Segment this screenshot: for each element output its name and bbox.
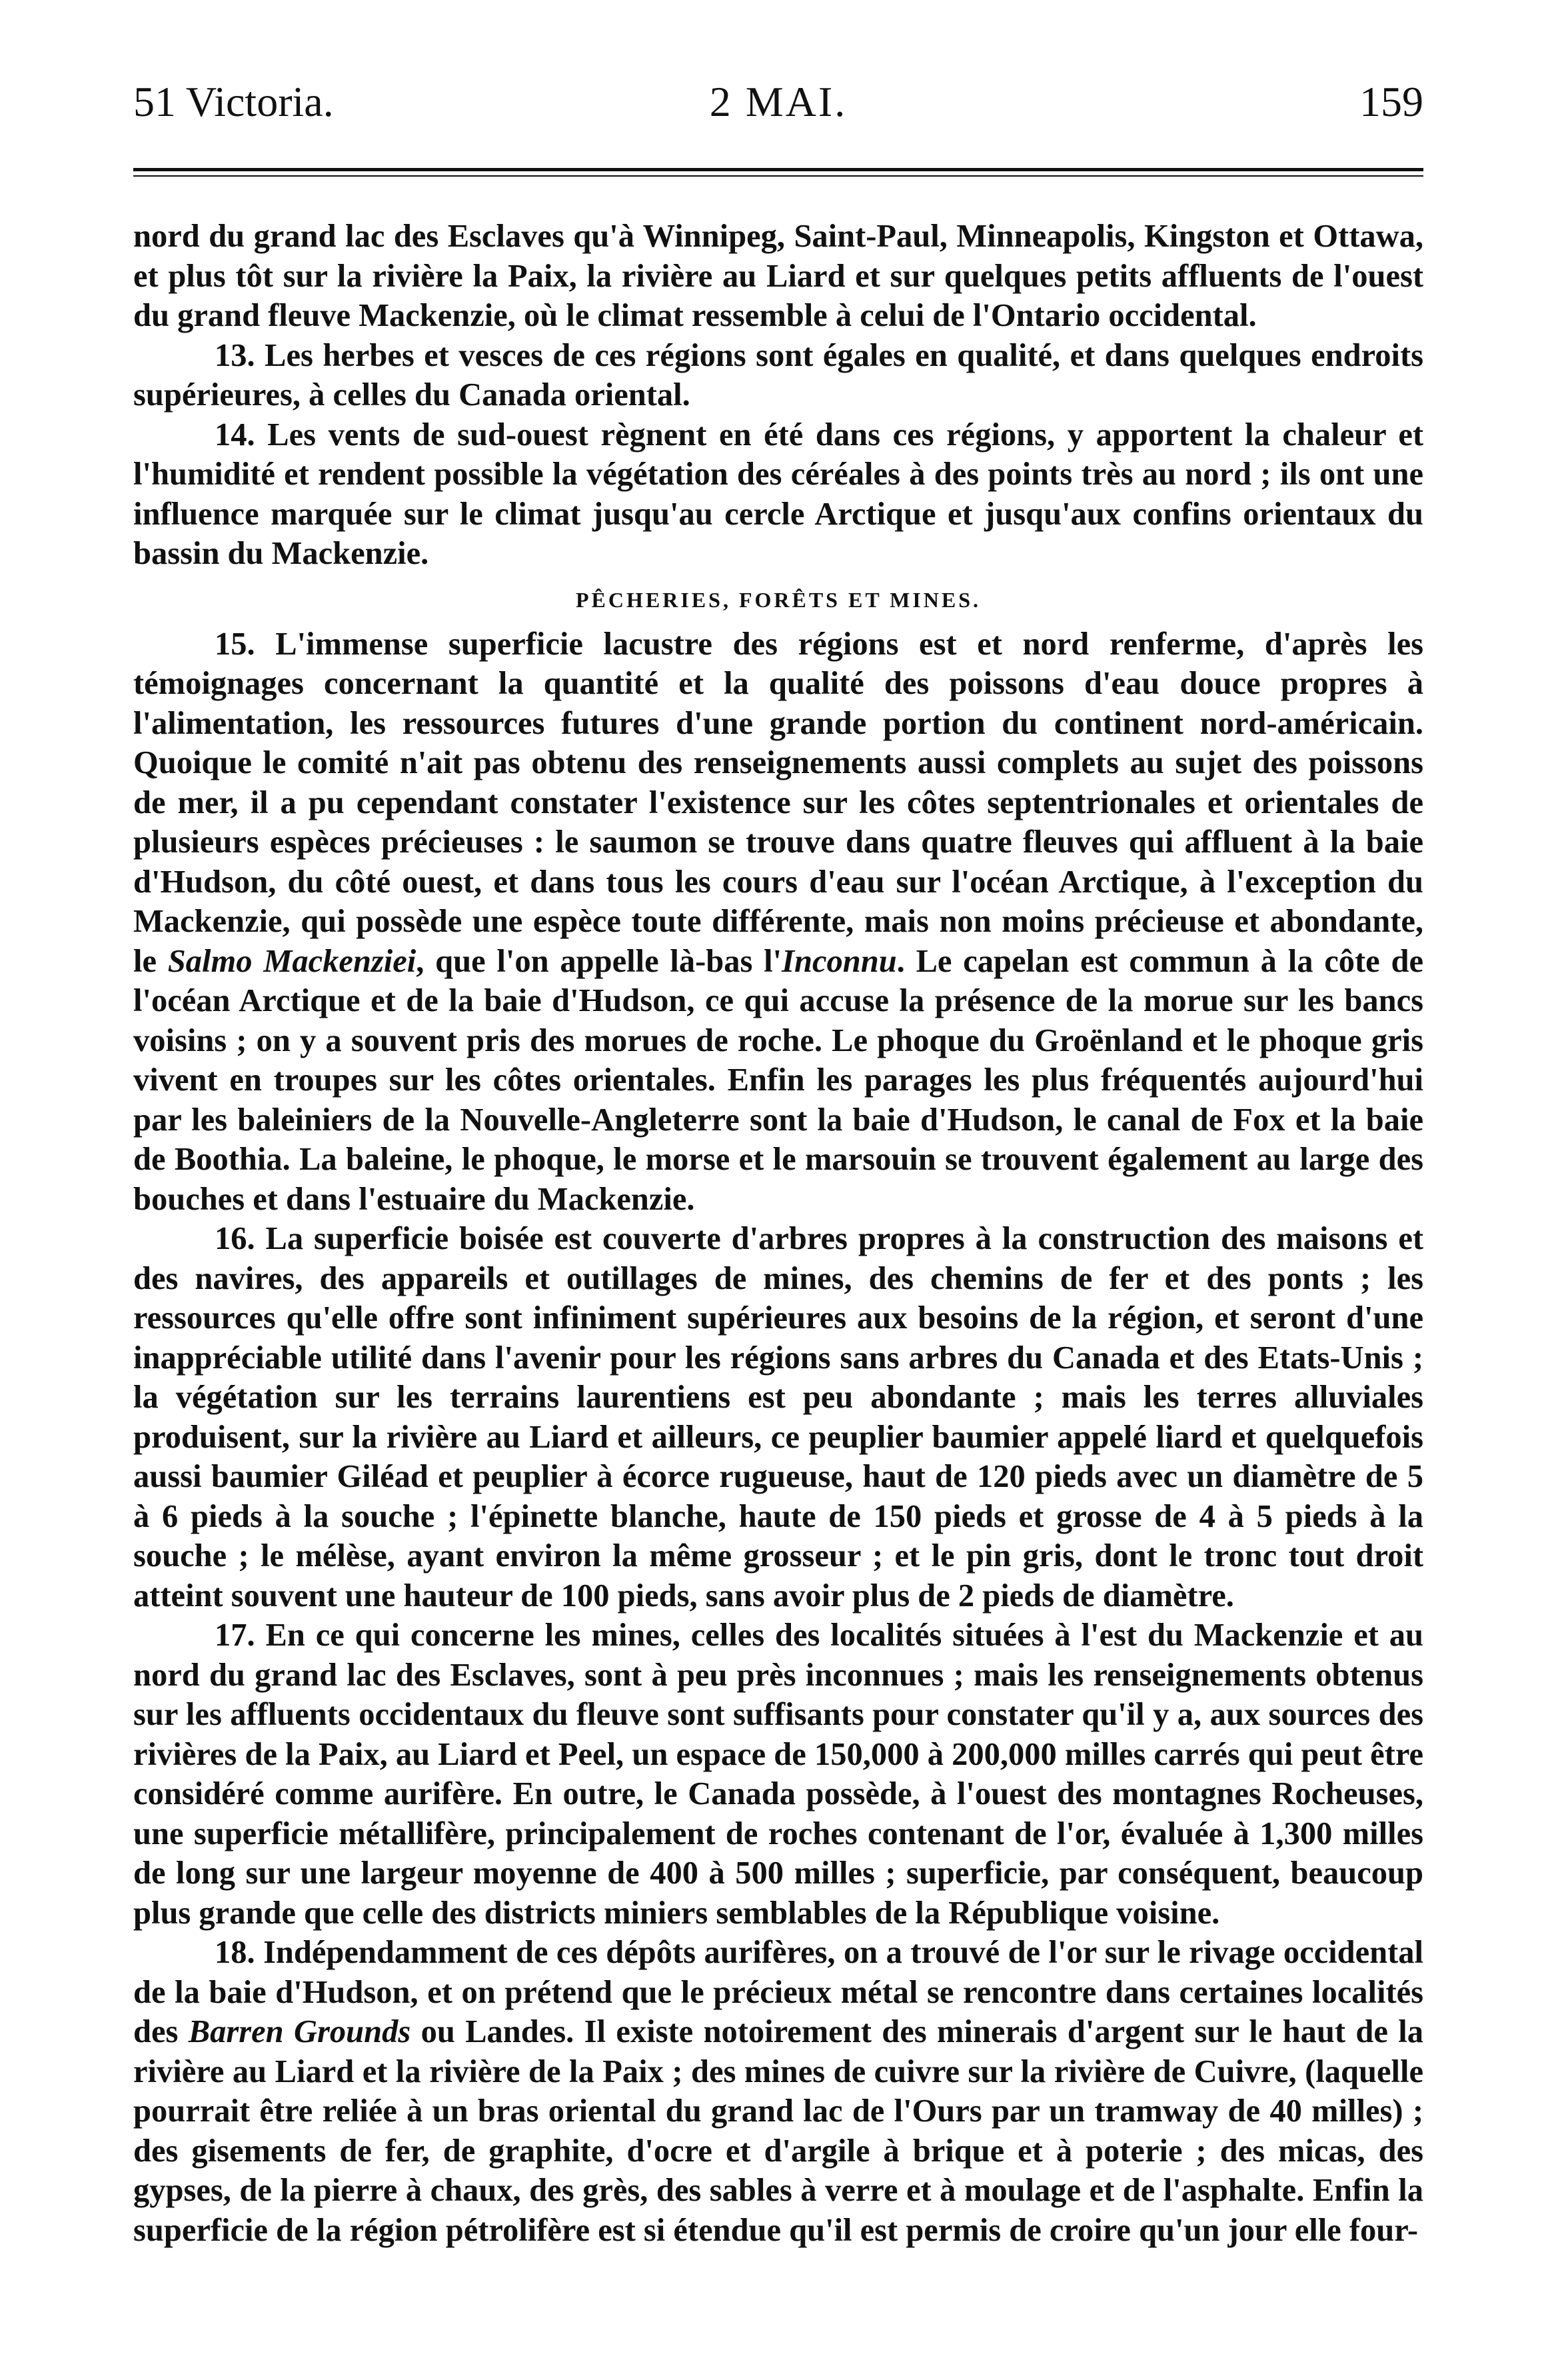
paragraph-16 bbox=[133, 1219, 1423, 1616]
species-name: Salmo Mackenziei bbox=[167, 943, 416, 979]
paragraph-text: . Le capelan est commun à la côte de l'océan Arctique et de la baie d'Hudson, ce qui accuse la présence de la morue sur les bancs voisins ; on y a souvent pris des morues de roche. Le phoque du Groënland et le phoque gris vivent en troupes sur les côtes orientales. Enfin les parages les plus fréquentés aujourd'hui par les baleiniers de la Nouvelle-Angleterre sont la baie d'Hudson, le canal de Fox et la baie de Boothia. La baleine, le phoque, le morse et le marsouin se trouvent également au large des bouches et dans l'estuaire du Mackenzie. bbox=[133, 943, 1423, 1217]
header-page-number: 159 bbox=[1359, 78, 1423, 125]
paragraph-number: 17. bbox=[215, 1618, 255, 1653]
paragraph-number: 14. bbox=[215, 417, 255, 453]
header-date: 2 MAI. bbox=[709, 78, 848, 125]
paragraph-number: 16. bbox=[215, 1221, 255, 1256]
paragraph-text: , que l'on appelle là-bas l' bbox=[416, 943, 782, 979]
paragraph-text: La superficie boisée est couverte d'arbres propres à la construction des maisons et des navires, des appareils et outillages de mines, des chemins de fer et des ponts ; les ressources qu'elle offre sont infiniment supérieures aux besoins de la région, et seront d'une inappréciable utilité dans l'avenir pour les régions sans arbres du Canada et des Etats-Unis ; la végétation sur les terrains laurentiens est peu abondante ; mais les terres alluviales produisent, sur la rivière au Liard et ailleurs, ce peuplier baumier appelé liard et quelquefois aussi baumier Giléad et peuplier à écorce rugueuse, haut de 120 pieds avec un diamètre de 5 à 6 pieds à la souche ; l'épinette blanche, haute de 150 pieds et grosse de 4 à 5 pieds à la souche ; le mélèse, ayant environ la même grosseur ; et le pin gris, dont le tronc tout droit atteint souvent une hauteur de 100 pieds, sans avoir plus de 2 pieds de diamètre. bbox=[133, 1221, 1423, 1614]
header-rule-thin bbox=[133, 175, 1423, 177]
paragraph-17 bbox=[133, 1616, 1423, 1933]
place-name: Barren Grounds bbox=[188, 2014, 411, 2049]
paragraph-text: ou Landes. Il existe notoirement des minerais d'argent sur le haut de la rivière au Liard et la rivière de la Paix ; des mines de cuivre sur la rivière de Cuivre, (laquelle pourrait être reliée à un bras oriental du grand lac de l'Ours par un tramway de 40 milles) ; des gisements de fer, de graphite, d'ocre et d'argile à brique et à poterie ; des micas, des gypses, de la pierre à chaux, des grès, des sables à verre et à moulage et de l'asphalte. Enfin la superficie de la région pétrolifère est si étendue qu'il est permis de croire qu'un jour elle four- bbox=[133, 2014, 1423, 2248]
paragraph-number: 18. bbox=[215, 1935, 255, 1970]
body-text bbox=[133, 217, 1423, 2250]
paragraph-text: En ce qui concerne les mines, celles des localités situées à l'est du Mackenzie et au nord du grand lac des Esclaves, sont à peu près inconnues ; mais les renseignements obtenus sur les affluents occidentaux du fleuve sont suffisants pour constater qu'il y a, aux sources des rivières de la Paix, au Liard et Peel, un espace de 150,000 à 200,000 milles carrés qui peut être considéré comme aurifère. En outre, le Canada possède, à l'ouest des montagnes Rocheuses, une superficie métallifère, principalement de roches contenant de l'or, évaluée à 1,300 milles de long sur une largeur moyenne de 400 à 500 milles ; superficie, par conséquent, beaucoup plus grande que celle des districts miniers semblables de la République voisine. bbox=[133, 1618, 1424, 1931]
header-rule-thick bbox=[133, 168, 1423, 171]
paragraph-text: L'immense superficie lacustre des régions est et nord renferme, d'après les témoignages concernant la quantité et la qualité des poissons d'eau douce propres à l'alimentation, les ressources futures d'une grande portion du continent nord-américain. Quoique le comité n'ait pas obtenu des renseignements aussi complets au sujet des poissons de mer, il a pu cependant constater l'existence sur les côtes septentrionales et orientales de plusieurs espèces précieuses : le saumon se trouve dans quatre fleuves qui affluent à la baie d'Hudson, du côté ouest, et dans tous les cours d'eau sur l'océan Arctique, à l'exception du Mackenzie, qui possède une espèce toute différente, mais non moins précieuse et abondante, le bbox=[133, 626, 1423, 979]
paragraph-number: 15. bbox=[215, 626, 255, 662]
header-session: 51 Victoria. bbox=[133, 78, 334, 125]
paragraph-12-continued bbox=[133, 217, 1423, 336]
paragraph-15 bbox=[133, 624, 1423, 1220]
paragraph-text: Indépendamment de ces dépôts aurifères, on a trouvé de l'or sur le rivage occidental de la baie d'Hudson, et on prétend que le précieux métal se rencontre dans certaines localités des bbox=[133, 1935, 1424, 2049]
paragraph-14 bbox=[133, 415, 1423, 574]
paragraph-number: 13. bbox=[215, 337, 255, 373]
paragraph-text: nord du grand lac des Esclaves qu'à Winnipeg, Saint-Paul, Minneapolis, Kingston et Ottawa, et plus tôt sur la rivière la Paix, la rivière au Liard et sur quelques petits affluents de l'ouest du grand fleuve Mackenzie, où le climat ressemble à celui de l'Ontario occidental. bbox=[133, 219, 1423, 333]
paragraph-18 bbox=[133, 1933, 1423, 2250]
section-heading: PÊCHERIES, FORÊTS ET MINES. bbox=[576, 587, 981, 612]
paragraph-13 bbox=[133, 336, 1423, 415]
paragraph-text: Les vents de sud-ouest règnent en été dans ces régions, y apportent la chaleur et l'humidité et rendent possible la végétation des céréales à des points très au nord ; ils ont une influence marquée sur le climat jusqu'au cercle Arctique et jusqu'aux confins orientaux du bassin du Mackenzie. bbox=[133, 417, 1424, 571]
page-header bbox=[133, 72, 1423, 132]
paragraph-text: Les herbes et vesces de ces régions sont égales en qualité, et dans quelques endroits supérieures, à celles du Canada oriental. bbox=[133, 337, 1424, 413]
fish-name: Inconnu bbox=[782, 943, 897, 979]
